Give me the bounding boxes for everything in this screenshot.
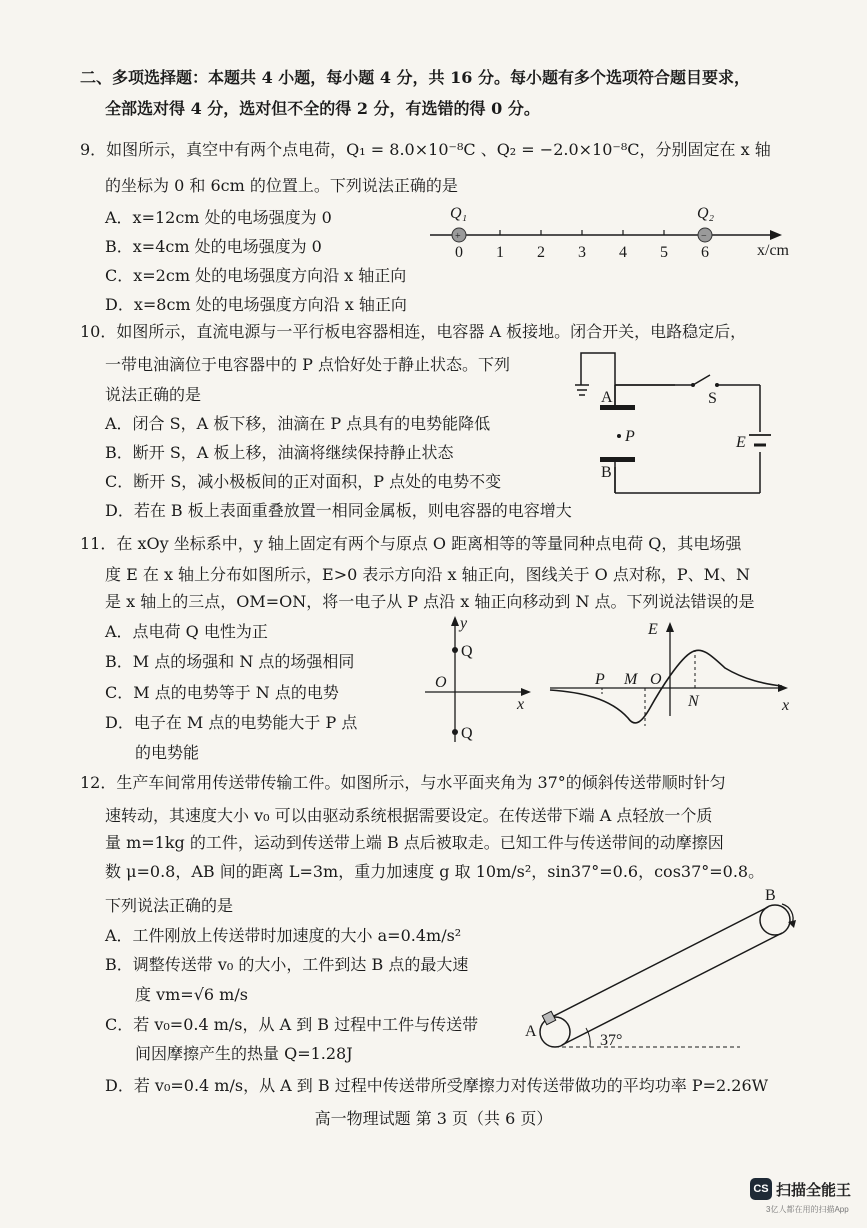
- q9-figure-number-line: [420, 200, 800, 270]
- axis-unit-label: x/cm: [757, 242, 789, 259]
- q11-stem-line2: 度 E 在 x 轴上分布如图所示，E>0 表示方向沿 x 轴正向，图线关于 O 点对称，P、M、N: [105, 565, 751, 584]
- workpiece: [542, 1011, 555, 1024]
- q9-option-a: A．x=12cm 处的电场强度为 0: [105, 208, 332, 227]
- fig2-x-label: x: [782, 697, 790, 714]
- q12-stem-line2: 速转动，其速度大小 v₀ 可以由驱动系统根据需要设定。在传送带下端 A 点轻放一个质: [105, 806, 713, 825]
- q12-option-a: A．工件刚放上传送带时加速度的大小 a=0.4m/s²: [105, 926, 462, 945]
- q11-stem-line3: 是 x 轴上的三点，OM=ON，将一电子从 P 点沿 x 轴正向移动到 N 点。下列说法错误的是: [105, 592, 755, 611]
- e-field-curve: [550, 650, 782, 723]
- q12-option-b: B．调整传送带 v₀ 的大小，工件到达 B 点的最大速: [105, 955, 469, 974]
- q10-option-a: A．闭合 S，A 板下移，油滴在 P 点具有的电势能降低: [105, 414, 491, 433]
- q12-option-c-cont: 间因摩擦产生的热量 Q=1.28J: [135, 1044, 353, 1063]
- q-top-dot: [452, 647, 458, 653]
- tick-label-1: 1: [496, 244, 504, 261]
- label-angle: 37°: [600, 1032, 623, 1049]
- fig2-p-label: P: [595, 671, 605, 688]
- q12-stem-line5: 下列说法正确的是: [105, 896, 234, 915]
- belt-top: [548, 907, 768, 1019]
- q9-stem-line1: 9．如图所示，真空中有两个点电荷，Q₁ = 8.0×10⁻⁸C 、Q₂ = −2.0×10⁻⁸C，分别固定在 x 轴: [80, 140, 771, 159]
- fig2-m-label: M: [624, 671, 638, 688]
- q12-stem-line3: 量 m=1kg 的工件，运动到传送带上端 B 点后被取走。已知工件与传送带间的动摩擦因: [105, 833, 724, 852]
- label-b: B: [765, 887, 776, 904]
- q9-option-c: C．x=2cm 处的电场强度方向沿 x 轴正向: [105, 266, 407, 285]
- q10-option-d: D．若在 B 板上表面重叠放置一相同金属板，则电容器的电容增大: [105, 501, 572, 520]
- q11-field-graph-figure: [550, 618, 800, 718]
- tick-label-4: 4: [619, 244, 627, 261]
- section-header-line1: 二、多项选择题：本题共 4 小题，每小题 4 分，共 16 分。每小题有多个选项符合题目要求，: [80, 68, 750, 87]
- q2-minus-sign: −: [701, 231, 707, 242]
- q12-option-b-cont: 度 vm=√6 m/s: [135, 985, 248, 1004]
- tick-label-5: 5: [660, 244, 668, 261]
- label-e: E: [736, 434, 746, 451]
- q11-option-d: D．电子在 M 点的电势能大于 P 点: [105, 713, 358, 732]
- q10-stem-line1: 10．如图所示，直流电源与一平行板电容器相连，电容器 A 板接地。闭合开关，电路稳定后，: [80, 322, 747, 341]
- fig1-x-label: x: [517, 696, 525, 713]
- scanner-watermark: [750, 1178, 852, 1214]
- label-s: S: [708, 390, 717, 407]
- fig1-q-top: Q: [461, 643, 473, 660]
- q1-label: Q₁: [450, 205, 468, 222]
- q10-stem-line3: 说法正确的是: [105, 385, 202, 404]
- q9-option-b: B．x=4cm 处的电场强度为 0: [105, 237, 322, 256]
- tick-label-6: 6: [701, 244, 709, 261]
- tick-label-2: 2: [537, 244, 545, 261]
- q10-circuit-figure: [575, 345, 775, 500]
- label-p: P: [625, 428, 635, 445]
- tick-label-0: 0: [455, 244, 463, 261]
- q12-option-d: D．若 v₀=0.4 m/s，从 A 到 B 过程中传送带所受摩擦力对传送带做功的平均功率 P=2.26W: [105, 1076, 769, 1095]
- q12-option-c: C．若 v₀=0.4 m/s，从 A 到 B 过程中工件与传送带: [105, 1015, 479, 1034]
- q12-conveyor-figure: [520, 882, 810, 1062]
- q11-option-d-cont: 的电势能: [135, 743, 200, 762]
- page-footer: 高一物理试题 第 3 页（共 6 页）: [314, 1109, 553, 1128]
- plate-b: [600, 457, 635, 462]
- scanner-app-name: 扫描全能王: [776, 1181, 852, 1199]
- fig1-y-label: y: [460, 615, 468, 632]
- q9-stem-line2: 的坐标为 0 和 6cm 的位置上。下列说法正确的是: [105, 176, 458, 195]
- camscanner-logo-icon: CS: [750, 1178, 772, 1200]
- fig1-q-bottom: Q: [461, 725, 473, 742]
- q11-stem-line1: 11．在 xOy 坐标系中，y 轴上固定有两个与原点 O 距离相等的等量同种点电荷 Q，其电场强: [80, 534, 742, 553]
- q9-option-d: D．x=8cm 处的电场强度方向沿 x 轴正向: [105, 295, 407, 314]
- label-b: B: [601, 464, 612, 481]
- x-axis-arrow: [770, 230, 782, 240]
- q11-option-b: B．M 点的场强和 N 点的场强相同: [105, 652, 355, 671]
- q1-plus-sign: +: [455, 231, 461, 242]
- q11-option-a: A．点电荷 Q 电性为正: [105, 622, 268, 641]
- fig2-o-label: O: [650, 671, 662, 688]
- q11-charge-axes-figure: [425, 612, 540, 752]
- belt-bottom: [562, 933, 782, 1045]
- q10-stem-line2: 一带电油滴位于电容器中的 P 点恰好处于静止状态。下列: [105, 355, 510, 374]
- q10-option-c: C．断开 S，减小极板间的正对面积，P 点处的电势不变: [105, 472, 502, 491]
- tick-label-3: 3: [578, 244, 586, 261]
- section-header-line2: 全部选对得 4 分，选对但不全的得 2 分，有选错的得 0 分。: [105, 99, 540, 118]
- q11-option-c: C．M 点的电势等于 N 点的电势: [105, 683, 339, 702]
- q12-stem-line4: 数 μ=0.8，AB 间的距离 L=3m，重力加速度 g 取 10m/s²，sin37°=0.6，cos37°=0.8。: [105, 862, 765, 881]
- scanner-tagline: 3亿人都在用的扫描App: [766, 1205, 849, 1214]
- q12-stem-line1: 12．生产车间常用传送带传输工件。如图所示，与水平面夹角为 37°的倾斜传送带顺时针匀: [80, 773, 726, 792]
- oil-drop-point: [617, 434, 621, 438]
- fig2-e-label: E: [648, 621, 658, 638]
- fig1-origin: O: [435, 674, 447, 691]
- switch-s: [693, 375, 710, 385]
- label-a: A: [601, 389, 613, 406]
- fig2-n-label: N: [688, 693, 699, 710]
- label-a: A: [525, 1023, 537, 1040]
- q2-label: Q₂: [697, 205, 715, 222]
- q-bottom-dot: [452, 729, 458, 735]
- q10-option-b: B．断开 S，A 板上移，油滴将继续保持静止状态: [105, 443, 454, 462]
